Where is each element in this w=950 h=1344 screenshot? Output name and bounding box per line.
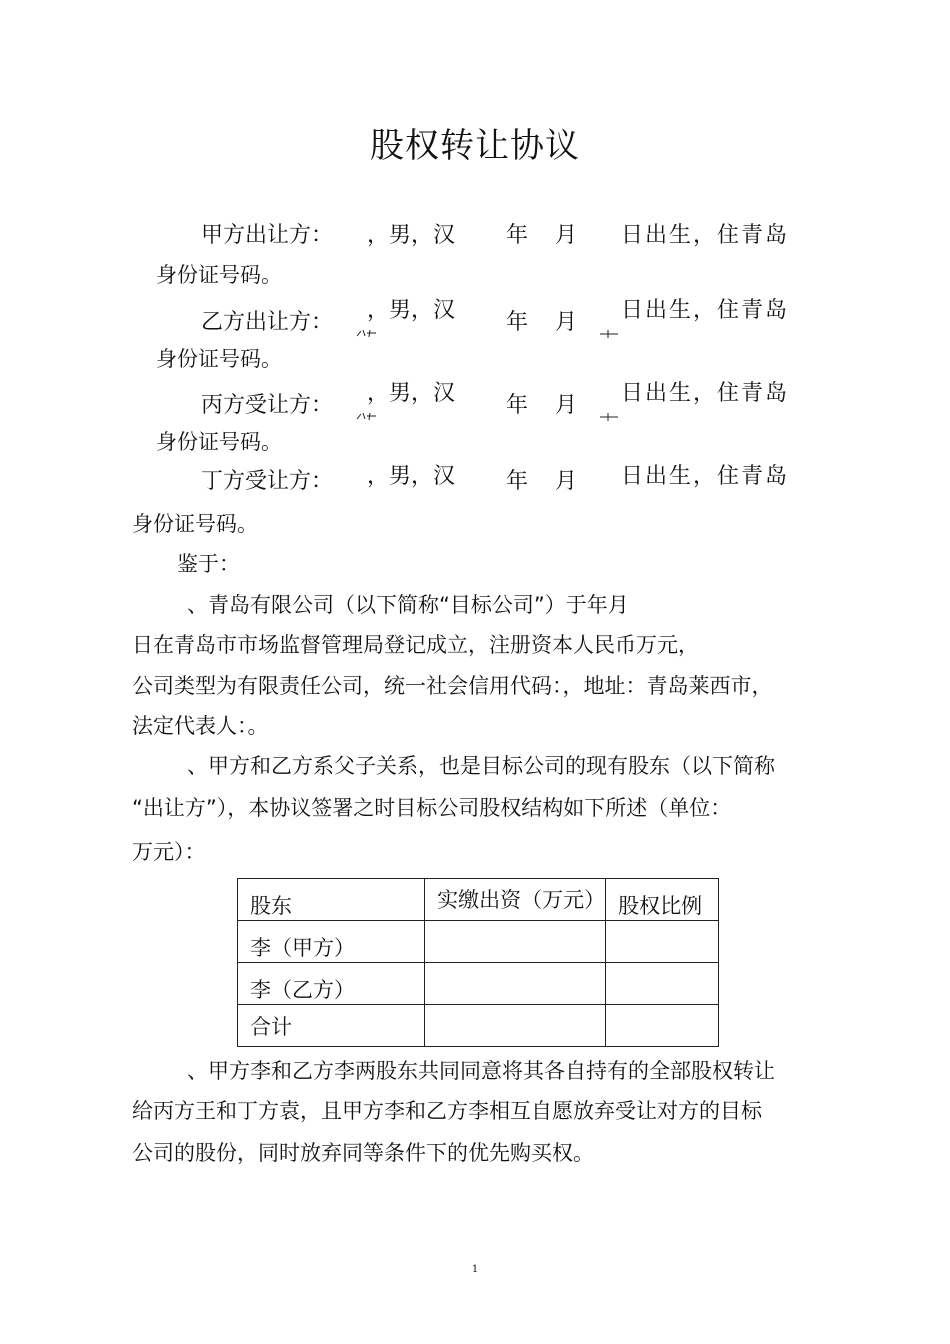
table-cell: [606, 1005, 719, 1047]
party-b-year: 年: [506, 310, 529, 335]
party-d-birth-residence: 日出生，住青岛: [621, 464, 790, 489]
truncated-glyph-mark: [356, 411, 378, 421]
page-number: 1: [471, 1264, 479, 1275]
table-cell: 李（乙方）: [238, 963, 425, 1005]
table-cell: [606, 963, 719, 1005]
party-d-id-label: 身份证号码。: [132, 512, 258, 536]
party-b-label: 乙方出让方：: [201, 310, 334, 335]
table-header-text: 实缴出资（万元）: [437, 888, 606, 912]
document-title: 股权转让协议: [370, 126, 580, 166]
party-c-year: 年: [506, 393, 529, 418]
truncated-glyph-mark: [598, 411, 620, 421]
table-cell: [425, 921, 606, 963]
party-a-id-label: 身份证号码。: [156, 263, 282, 287]
party-b-birth-residence: 日出生，住青岛: [621, 298, 790, 323]
party-b-month: 月: [555, 310, 578, 335]
table-cell: [606, 921, 719, 963]
clause1-line1: 、青岛有限公司（以下简称“目标公司”）于年月: [187, 593, 629, 617]
equity-structure-table: [237, 878, 719, 1047]
party-c-label: 丙方受让方：: [201, 393, 334, 418]
party-d-gender: ，男，汉: [367, 464, 456, 489]
table-row: [238, 921, 719, 963]
party-a-month: 月: [555, 223, 578, 248]
table-header-cell: 股权比例: [606, 879, 719, 921]
table-row: [238, 1005, 719, 1047]
table-header-cell: [425, 879, 606, 921]
table-row: [238, 963, 719, 1005]
truncated-glyph-mark: [356, 328, 378, 338]
party-d-month: 月: [555, 469, 578, 494]
clause3-line2: 给丙方王和丁方袁，且甲方李和乙方李相互自愿放弃受让对方的目标: [132, 1099, 762, 1123]
party-c-id-label: 身份证号码。: [156, 430, 282, 454]
table-cell: 李（甲方）: [238, 921, 425, 963]
party-c-gender: ，男，汉: [367, 381, 456, 406]
clause1-line4: 法定代表人：。: [132, 714, 269, 738]
party-b-gender: ，男，汉: [367, 298, 456, 323]
table-cell: [425, 1005, 606, 1047]
party-a-label: 甲方出让方：: [201, 223, 334, 248]
party-d-year: 年: [506, 469, 529, 494]
table-cell: 合计: [238, 1005, 425, 1047]
table-header-cell: 股东: [238, 879, 425, 921]
clause3-line1: 、甲方李和乙方李两股东共同同意将其各自持有的全部股权转让: [187, 1059, 775, 1083]
party-a-year: 年: [506, 223, 529, 248]
clause2-line3: 万元）：: [132, 840, 206, 864]
party-c-birth-residence: 日出生，住青岛: [621, 381, 790, 406]
clause1-line3: 公司类型为有限责任公司，统一社会信用代码：，地址：青岛莱西市，: [132, 674, 773, 698]
party-d-label: 丁方受让方：: [201, 469, 334, 494]
truncated-glyph-mark: [598, 328, 620, 338]
clause2-line2: “出让方”），本协议签署之时目标公司股权结构如下所述（单位：: [132, 796, 732, 820]
party-a-birth-residence: 日出生，住青岛: [621, 223, 790, 248]
table-header-row: [238, 879, 719, 921]
party-a-gender: ，男，汉: [367, 223, 456, 248]
table-cell: [425, 963, 606, 1005]
clause3-line3: 公司的股份，同时放弃同等条件下的优先购买权。: [132, 1141, 594, 1165]
clause1-line2: 日在青岛市市场监督管理局登记成立，注册资本人民币万元，: [132, 633, 699, 657]
party-b-id-label: 身份证号码。: [156, 347, 282, 371]
clause2-line1: 、甲方和乙方系父子关系，也是目标公司的现有股东（以下简称: [187, 754, 775, 778]
whereas-heading: 鉴于：: [177, 552, 240, 576]
party-c-month: 月: [555, 393, 578, 418]
